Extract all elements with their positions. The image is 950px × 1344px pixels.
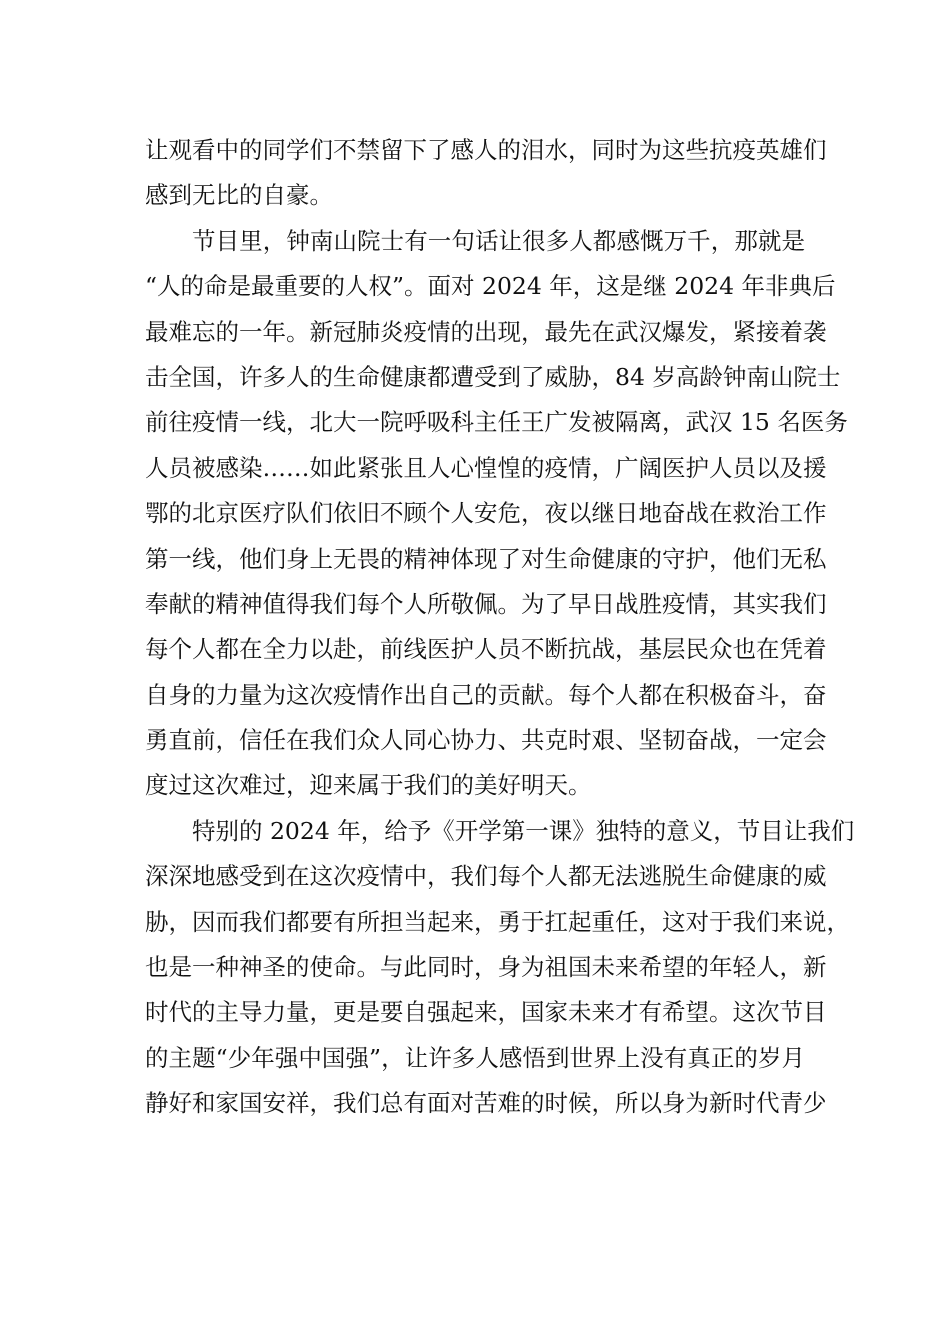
text-line: 第一线，他们身上无畏的精神体现了对生命健康的守护，他们无私 [145,544,827,573]
text-line: 胁，因而我们都要有所担当起来，勇于扛起重任，这对于我们来说， [145,907,850,936]
paragraph-2 [145,219,848,809]
text-line: 特别的 2024 年，给予《开学第一课》独特的意义，节目让我们 [192,816,855,845]
text-line: 前往疫情一线，北大一院呼吸科主任王广发被隔离，武汉 15 名医务 [145,408,848,437]
text-line: 每个人都在全力以赴，前线医护人员不断抗战，基层民众也在凭着 [145,635,827,664]
body-text [145,128,855,1127]
text-line: 静好和家国安祥，我们总有面对苦难的时候，所以身为新时代青少 [145,1089,827,1118]
text-line: 度过这次难过，迎来属于我们的美好明天。 [145,771,592,800]
text-line: 时代的主导力量，更是要自强起来，国家未来才有希望。这次节目 [145,998,827,1027]
text-line: “人的命是最重要的人权”。面对 2024 年，这是继 2024 年非典后 [145,272,836,301]
text-line: 鄂的北京医疗队们依旧不顾个人安危，夜以继日地奋战在救治工作 [145,499,827,528]
text-line: 节目里，钟南山院士有一句话让很多人都感慨万千，那就是 [192,226,805,255]
text-line: 深深地感受到在这次疫情中，我们每个人都无法逃脱生命健康的威 [145,862,827,891]
text-line: 的主题“少年强中国强”，让许多人感悟到世界上没有真正的岁月 [145,1043,805,1072]
text-line: 自身的力量为这次疫情作出自己的贡献。每个人都在积极奋斗，奋 [145,680,827,709]
text-line: 击全国，许多人的生命健康都遭受到了威胁，84 岁高龄钟南山院士 [145,362,841,391]
text-line: 感到无比的自豪。 [145,181,333,210]
text-line: 最难忘的一年。新冠肺炎疫情的出现，最先在武汉爆发，紧接着袭 [145,317,827,346]
text-line: 让观看中的同学们不禁留下了感人的泪水，同时为这些抗疫英雄们 [145,136,827,164]
text-line: 勇直前，信任在我们众人同心协力、共克时艰、坚韧奋战，一定会 [145,726,827,755]
paragraph-1 [145,128,827,219]
paragraph-3 [145,809,855,1127]
text-line: 奉献的精神值得我们每个人所敬佩。为了早日战胜疫情，其实我们 [145,589,827,618]
text-line: 也是一种神圣的使命。与此同时，身为祖国未来希望的年轻人，新 [145,953,827,982]
text-line: 人员被感染……如此紧张且人心惶惶的疫情，广阔医护人员以及援 [145,453,827,482]
